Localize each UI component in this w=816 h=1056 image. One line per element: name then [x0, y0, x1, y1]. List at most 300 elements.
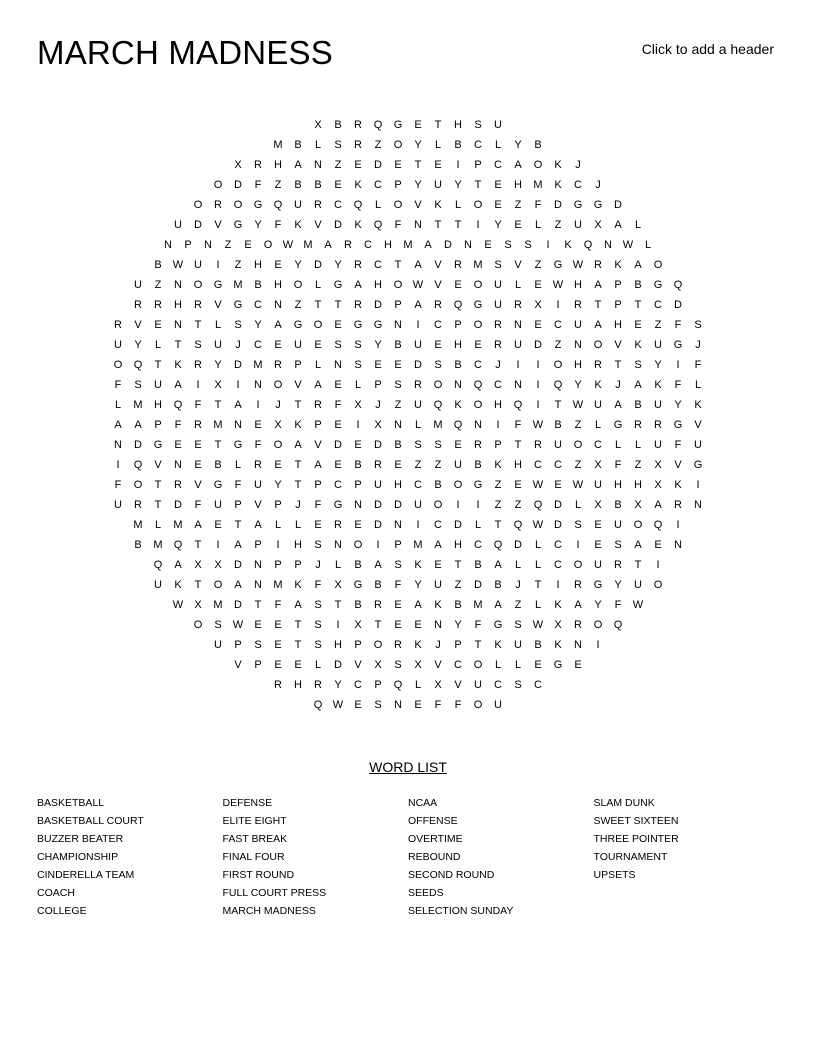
word-list-item: SECOND ROUND: [408, 869, 495, 881]
puzzle-letter: M: [133, 519, 143, 531]
puzzle-letter: T: [374, 619, 382, 631]
puzzle-letter: H: [274, 279, 282, 291]
puzzle-letter: K: [694, 399, 702, 411]
puzzle-letter: F: [434, 699, 442, 711]
puzzle-letter: Z: [154, 279, 162, 291]
puzzle-letter: U: [594, 399, 602, 411]
puzzle-letter: P: [494, 439, 502, 451]
puzzle-letter: M: [473, 259, 483, 271]
puzzle-letter: P: [294, 559, 302, 571]
puzzle-letter: O: [653, 579, 663, 591]
puzzle-letter: U: [654, 399, 662, 411]
puzzle-letter: N: [394, 519, 402, 531]
puzzle-letter: J: [615, 379, 621, 391]
puzzle-letter: U: [134, 279, 142, 291]
puzzle-letter: E: [554, 479, 562, 491]
puzzle-letter: N: [354, 499, 362, 511]
puzzle-letter: C: [474, 539, 482, 551]
puzzle-letter: U: [374, 479, 382, 491]
puzzle-letter: P: [254, 659, 262, 671]
word-list-item: NCAA: [408, 797, 438, 809]
puzzle-letter: U: [494, 299, 502, 311]
puzzle-letter: G: [473, 299, 483, 311]
puzzle-letter: H: [374, 279, 382, 291]
puzzle-letter: N: [394, 699, 402, 711]
puzzle-letter: W: [232, 619, 244, 631]
word-list-title: WORD LIST: [369, 759, 447, 775]
puzzle-letter: E: [314, 519, 322, 531]
puzzle-letter: Z: [414, 459, 422, 471]
puzzle-letter: S: [234, 319, 242, 331]
puzzle-letter: W: [572, 259, 584, 271]
puzzle-row: [0, 295, 816, 315]
puzzle-letter: F: [314, 499, 322, 511]
puzzle-letter: Q: [473, 379, 483, 391]
puzzle-letter: Z: [334, 159, 342, 171]
puzzle-letter: I: [536, 359, 540, 371]
puzzle-letter: T: [234, 519, 242, 531]
puzzle-letter: D: [534, 339, 542, 351]
puzzle-letter: T: [314, 299, 322, 311]
puzzle-letter: Y: [334, 259, 342, 271]
puzzle-letter: A: [594, 279, 602, 291]
puzzle-letter: K: [294, 419, 302, 431]
puzzle-letter: Z: [374, 139, 382, 151]
puzzle-letter: K: [654, 379, 662, 391]
puzzle-letter: H: [634, 479, 642, 491]
puzzle-letter: P: [314, 419, 322, 431]
puzzle-letter: P: [354, 479, 362, 491]
word-list-item: COLLEGE: [37, 905, 87, 917]
puzzle-letter: S: [354, 359, 362, 371]
puzzle-letter: V: [314, 439, 322, 451]
puzzle-letter: C: [434, 319, 442, 331]
puzzle-letter: X: [414, 659, 422, 671]
puzzle-letter: Y: [134, 339, 142, 351]
puzzle-letter: T: [454, 559, 462, 571]
puzzle-letter: D: [554, 499, 562, 511]
puzzle-letter: I: [476, 219, 480, 231]
puzzle-letter: H: [154, 399, 162, 411]
puzzle-letter: O: [593, 619, 603, 631]
puzzle-letter: B: [634, 279, 642, 291]
puzzle-letter: H: [514, 459, 522, 471]
puzzle-letter: F: [254, 179, 262, 191]
puzzle-letter: R: [174, 479, 182, 491]
puzzle-letter: F: [674, 439, 682, 451]
puzzle-letter: R: [674, 499, 682, 511]
puzzle-letter: E: [274, 339, 282, 351]
puzzle-letter: D: [234, 359, 242, 371]
puzzle-letter: O: [433, 379, 443, 391]
puzzle-letter: K: [174, 359, 182, 371]
puzzle-letter: D: [614, 199, 622, 211]
puzzle-letter: R: [274, 679, 282, 691]
puzzle-letter: O: [373, 639, 383, 651]
puzzle-letter: U: [214, 499, 222, 511]
puzzle-letter: U: [214, 339, 222, 351]
puzzle-letter: E: [354, 159, 362, 171]
puzzle-letter: G: [373, 319, 383, 331]
puzzle-letter: D: [234, 599, 242, 611]
puzzle-letter: X: [594, 219, 602, 231]
puzzle-letter: E: [394, 619, 402, 631]
puzzle-letter: G: [673, 419, 683, 431]
word-list-item: BASKETBALL COURT: [37, 815, 144, 827]
puzzle-letter: L: [634, 439, 642, 451]
puzzle-letter: K: [174, 579, 182, 591]
puzzle-letter: S: [374, 699, 382, 711]
puzzle-letter: L: [114, 399, 122, 411]
puzzle-letter: X: [274, 419, 282, 431]
puzzle-letter: O: [453, 479, 463, 491]
puzzle-letter: R: [574, 619, 582, 631]
puzzle-letter: X: [654, 459, 662, 471]
puzzle-letter: A: [234, 579, 242, 591]
puzzle-letter: V: [454, 679, 462, 691]
puzzle-row: [0, 615, 816, 635]
word-list-item: SEEDS: [408, 887, 444, 899]
word-list-column: [408, 794, 594, 920]
puzzle-letter: Z: [534, 259, 542, 271]
puzzle-letter: A: [614, 219, 622, 231]
puzzle-letter: L: [694, 379, 702, 391]
puzzle-letter: B: [434, 479, 442, 491]
puzzle-letter: W: [572, 399, 584, 411]
puzzle-row: [0, 175, 816, 195]
puzzle-letter: O: [473, 199, 483, 211]
puzzle-row: [0, 575, 816, 595]
puzzle-letter: U: [174, 219, 182, 231]
puzzle-letter: V: [694, 419, 702, 431]
puzzle-row: [0, 495, 816, 515]
puzzle-letter: U: [474, 679, 482, 691]
puzzle-letter: R: [374, 459, 382, 471]
puzzle-letter: Y: [514, 139, 522, 151]
puzzle-letter: C: [554, 459, 562, 471]
puzzle-letter: Q: [513, 399, 523, 411]
puzzle-letter: V: [214, 219, 222, 231]
puzzle-letter: C: [554, 319, 562, 331]
puzzle-letter: K: [454, 399, 462, 411]
puzzle-letter: Y: [414, 579, 422, 591]
puzzle-letter: E: [334, 459, 342, 471]
puzzle-letter: B: [374, 579, 382, 591]
puzzle-letter: E: [254, 419, 262, 431]
puzzle-letter: A: [294, 599, 302, 611]
puzzle-letter: S: [394, 559, 402, 571]
puzzle-letter: E: [414, 119, 422, 131]
puzzle-letter: G: [653, 279, 663, 291]
puzzle-letter: N: [464, 239, 472, 251]
puzzle-letter: V: [354, 659, 362, 671]
puzzle-letter: U: [494, 699, 502, 711]
puzzle-letter: A: [634, 539, 642, 551]
puzzle-letter: T: [434, 119, 442, 131]
puzzle-letter: E: [194, 439, 202, 451]
puzzle-letter: I: [496, 419, 500, 431]
puzzle-letter: P: [154, 419, 162, 431]
puzzle-letter: E: [534, 279, 542, 291]
puzzle-letter: R: [414, 379, 422, 391]
puzzle-letter: K: [634, 339, 642, 351]
puzzle-letter: W: [172, 259, 184, 271]
puzzle-letter: H: [454, 339, 462, 351]
puzzle-letter: G: [553, 659, 563, 671]
puzzle-letter: D: [174, 499, 182, 511]
puzzle-letter: N: [204, 239, 212, 251]
puzzle-letter: Y: [414, 179, 422, 191]
puzzle-letter: O: [573, 559, 583, 571]
puzzle-letter: S: [314, 639, 322, 651]
puzzle-letter: L: [314, 359, 322, 371]
puzzle-letter: T: [394, 259, 402, 271]
puzzle-letter: T: [474, 639, 482, 651]
puzzle-letter: P: [614, 299, 622, 311]
puzzle-letter: E: [494, 179, 502, 191]
puzzle-letter: A: [314, 459, 322, 471]
puzzle-letter: I: [546, 239, 550, 251]
puzzle-letter: S: [414, 439, 422, 451]
puzzle-letter: D: [554, 199, 562, 211]
puzzle-letter: M: [213, 599, 223, 611]
puzzle-letter: G: [393, 119, 403, 131]
puzzle-letter: P: [454, 319, 462, 331]
puzzle-letter: O: [473, 319, 483, 331]
puzzle-row: [0, 395, 816, 415]
puzzle-letter: U: [294, 339, 302, 351]
puzzle-letter: R: [614, 559, 622, 571]
puzzle-letter: G: [233, 219, 243, 231]
puzzle-letter: K: [554, 639, 562, 651]
puzzle-letter: S: [314, 619, 322, 631]
puzzle-letter: A: [434, 539, 442, 551]
puzzle-letter: T: [154, 359, 162, 371]
puzzle-letter: U: [294, 199, 302, 211]
puzzle-letter: E: [354, 699, 362, 711]
puzzle-letter: G: [353, 579, 363, 591]
puzzle-letter: S: [574, 519, 582, 531]
puzzle-letter: L: [214, 319, 222, 331]
puzzle-letter: O: [213, 579, 223, 591]
puzzle-letter: Q: [453, 299, 463, 311]
puzzle-letter: U: [494, 279, 502, 291]
puzzle-letter: N: [164, 239, 172, 251]
puzzle-letter: F: [674, 319, 682, 331]
puzzle-letter: A: [374, 559, 382, 571]
puzzle-letter: W: [552, 279, 564, 291]
puzzle-letter: U: [454, 459, 462, 471]
puzzle-letter: S: [254, 639, 262, 651]
puzzle-letter: H: [294, 539, 302, 551]
word-list-item: TOURNAMENT: [593, 851, 668, 863]
puzzle-letter: F: [114, 479, 122, 491]
puzzle-letter: O: [433, 499, 443, 511]
puzzle-letter: G: [613, 419, 623, 431]
puzzle-letter: F: [274, 599, 282, 611]
puzzle-letter: E: [394, 359, 402, 371]
puzzle-letter: E: [274, 619, 282, 631]
puzzle-letter: I: [676, 359, 680, 371]
puzzle-letter: R: [474, 439, 482, 451]
puzzle-letter: S: [514, 679, 522, 691]
puzzle-letter: T: [334, 299, 342, 311]
puzzle-row: [0, 335, 816, 355]
puzzle-letter: B: [474, 559, 482, 571]
puzzle-letter: U: [434, 579, 442, 591]
puzzle-letter: F: [614, 599, 622, 611]
puzzle-letter: C: [574, 179, 582, 191]
puzzle-letter: Y: [294, 259, 302, 271]
puzzle-letter: K: [554, 159, 562, 171]
puzzle-letter: A: [314, 379, 322, 391]
puzzle-letter: H: [254, 259, 262, 271]
puzzle-letter: S: [434, 439, 442, 451]
puzzle-letter: A: [324, 239, 332, 251]
puzzle-letter: R: [634, 419, 642, 431]
puzzle-letter: U: [634, 579, 642, 591]
puzzle-letter: D: [394, 499, 402, 511]
puzzle-letter: W: [282, 239, 294, 251]
puzzle-letter: E: [334, 379, 342, 391]
puzzle-row: [0, 155, 816, 175]
page-title: MARCH MADNESS: [37, 34, 333, 71]
puzzle-letter: L: [514, 559, 522, 571]
puzzle-letter: Q: [313, 699, 323, 711]
puzzle-letter: C: [594, 439, 602, 451]
puzzle-letter: V: [134, 319, 142, 331]
puzzle-letter: O: [393, 279, 403, 291]
puzzle-letter: F: [194, 399, 202, 411]
puzzle-letter: O: [293, 279, 303, 291]
puzzle-letter: D: [134, 439, 142, 451]
puzzle-letter: T: [194, 539, 202, 551]
puzzle-letter: C: [494, 159, 502, 171]
puzzle-letter: V: [194, 479, 202, 491]
puzzle-letter: V: [314, 219, 322, 231]
puzzle-letter: C: [534, 459, 542, 471]
puzzle-letter: G: [213, 279, 223, 291]
puzzle-letter: Z: [514, 499, 522, 511]
puzzle-letter: C: [434, 519, 442, 531]
puzzle-letter: A: [494, 599, 502, 611]
puzzle-letter: O: [233, 199, 243, 211]
puzzle-letter: S: [504, 239, 512, 251]
puzzle-letter: N: [574, 639, 582, 651]
puzzle-letter: A: [274, 319, 282, 331]
puzzle-letter: G: [693, 459, 703, 471]
puzzle-letter: L: [274, 519, 282, 531]
puzzle-letter: T: [534, 579, 542, 591]
puzzle-letter: T: [294, 619, 302, 631]
puzzle-letter: R: [254, 459, 262, 471]
puzzle-letter: R: [334, 519, 342, 531]
puzzle-letter: N: [394, 319, 402, 331]
puzzle-letter: D: [454, 519, 462, 531]
puzzle-letter: D: [554, 519, 562, 531]
puzzle-letter: V: [294, 379, 302, 391]
puzzle-letter: E: [474, 339, 482, 351]
puzzle-letter: L: [314, 659, 322, 671]
puzzle-letter: T: [194, 579, 202, 591]
puzzle-letter: I: [256, 399, 260, 411]
puzzle-letter: Y: [614, 579, 622, 591]
puzzle-letter: E: [334, 419, 342, 431]
puzzle-letter: X: [214, 379, 222, 391]
puzzle-letter: X: [334, 579, 342, 591]
puzzle-letter: G: [493, 619, 503, 631]
puzzle-letter: N: [514, 379, 522, 391]
puzzle-letter: R: [254, 159, 262, 171]
puzzle-letter: N: [314, 159, 322, 171]
word-list-column: [37, 794, 223, 920]
word-list-item: CINDERELLA TEAM: [37, 869, 135, 881]
puzzle-letter: F: [614, 459, 622, 471]
puzzle-letter: N: [454, 379, 462, 391]
puzzle-letter: Y: [214, 359, 222, 371]
puzzle-letter: L: [634, 219, 642, 231]
word-search-puzzle: [0, 115, 816, 715]
puzzle-letter: A: [494, 559, 502, 571]
puzzle-letter: B: [554, 419, 562, 431]
puzzle-letter: V: [214, 299, 222, 311]
puzzle-letter: E: [394, 159, 402, 171]
puzzle-letter: O: [473, 279, 483, 291]
puzzle-letter: P: [254, 539, 262, 551]
puzzle-letter: L: [514, 659, 522, 671]
puzzle-row: [0, 635, 816, 655]
word-list-item: THREE POINTER: [593, 833, 679, 845]
puzzle-letter: Q: [153, 559, 163, 571]
puzzle-letter: G: [473, 479, 483, 491]
puzzle-letter: S: [334, 339, 342, 351]
puzzle-letter: Y: [254, 319, 262, 331]
puzzle-letter: K: [494, 639, 502, 651]
puzzle-letter: C: [454, 659, 462, 671]
puzzle-letter: H: [574, 279, 582, 291]
header-placeholder[interactable]: Click to add a header: [641, 41, 774, 57]
puzzle-letter: M: [433, 419, 443, 431]
puzzle-letter: I: [456, 159, 460, 171]
puzzle-letter: V: [434, 259, 442, 271]
puzzle-letter: I: [696, 479, 700, 491]
puzzle-letter: X: [354, 619, 362, 631]
puzzle-letter: S: [134, 379, 142, 391]
puzzle-letter: I: [456, 499, 460, 511]
puzzle-letter: C: [554, 539, 562, 551]
puzzle-letter: G: [233, 439, 243, 451]
puzzle-letter: R: [344, 239, 352, 251]
puzzle-letter: K: [554, 179, 562, 191]
puzzle-letter: X: [214, 559, 222, 571]
puzzle-letter: X: [374, 419, 382, 431]
puzzle-letter: T: [214, 439, 222, 451]
puzzle-letter: F: [534, 199, 542, 211]
puzzle-letter: R: [314, 399, 322, 411]
puzzle-letter: E: [534, 659, 542, 671]
puzzle-letter: N: [474, 419, 482, 431]
puzzle-letter: W: [622, 239, 634, 251]
word-list-item: FULL COURT PRESS: [222, 887, 327, 899]
puzzle-letter: C: [254, 299, 262, 311]
puzzle-letter: Z: [574, 459, 582, 471]
puzzle-letter: S: [394, 659, 402, 671]
puzzle-letter: U: [114, 499, 122, 511]
puzzle-letter: E: [414, 699, 422, 711]
puzzle-letter: C: [554, 559, 562, 571]
puzzle-letter: E: [274, 459, 282, 471]
puzzle-letter: I: [536, 399, 540, 411]
